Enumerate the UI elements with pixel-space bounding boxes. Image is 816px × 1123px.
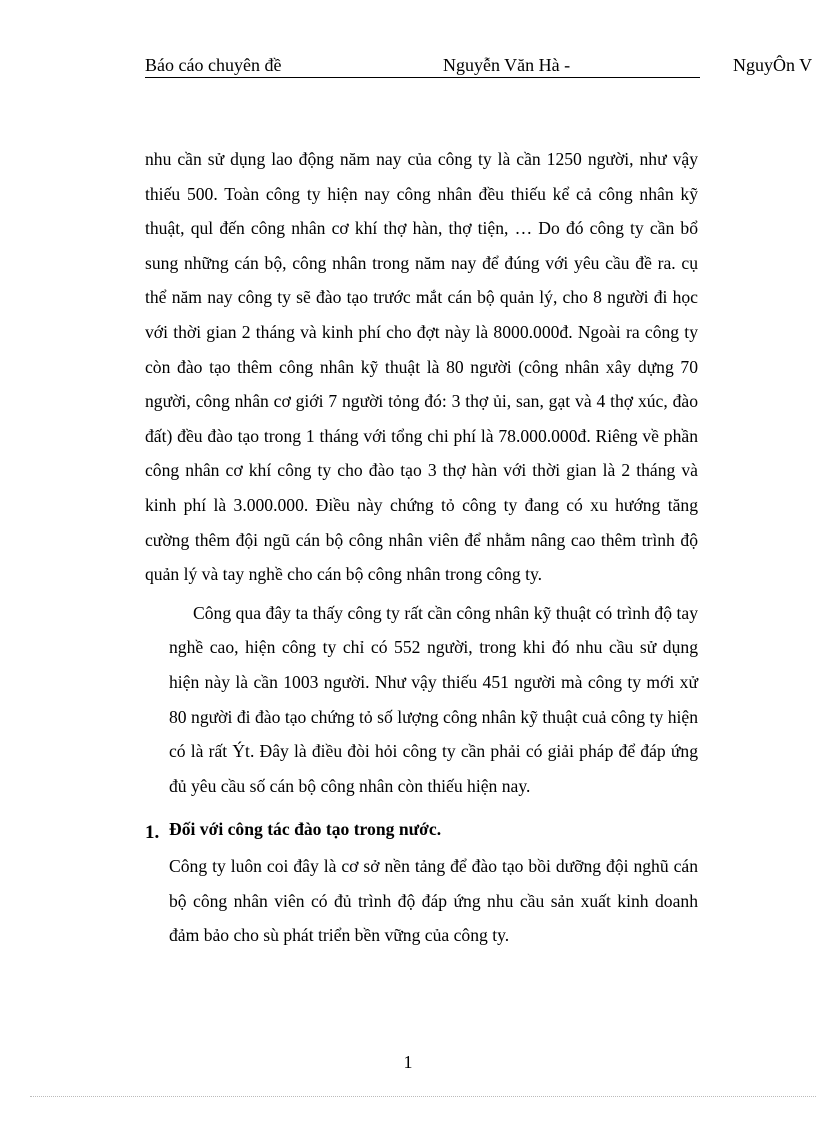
header-rule <box>145 77 700 78</box>
body-paragraph-2: Công qua đây ta thấy công ty rất cần công nhân kỹ thuật có trình độ tay nghề cao, hiện công ty chỉ có 552 người, trong khi đó nhu cầu sử dụng hiện này là cần 1003 người. Như vậy thiếu 451 người mà công ty mới xử 80 người đi đào tạo chứng tỏ số lượng công nhân kỹ thuật cuả công ty hiện có là rất Ýt. Đây là điều đòi hỏi công ty cần phải có giải pháp để đáp ứng đủ yêu cầu số cán bộ công nhân còn thiếu hiện nay. <box>169 602 698 796</box>
page-bottom-border <box>30 1096 816 1097</box>
section-heading-1 <box>145 809 698 849</box>
page-content <box>145 142 698 953</box>
page-number: 1 <box>403 1052 413 1072</box>
page-header <box>0 52 816 78</box>
section-title: Đối với công tác đào tạo trong nước. <box>169 819 442 840</box>
body-paragraph-1: nhu cần sử dụng lao động năm nay của công ty là cần 1250 người, như vậy thiếu 500. Toàn công ty hiện nay công nhân đều thiếu kể cả công nhân kỹ thuật, qul đến công nhân cơ khí thợ hàn, thợ tiện, … Do đó công ty cần bổ sung những cán bộ, công nhân trong năm nay để đúng với yêu cầu đề ra. cụ thể năm nay công ty sẽ đào tạo trước mắt cán bộ quản lý, cho 8 người đi học với thời gian 2 tháng và kinh phí cho đợt này là 8000.000đ. Ngoài ra công ty còn đào tạo thêm công nhân kỹ thuật là 80 người (công nhân xây dựng 70 người, công nhân cơ giới 7 người tỏng đó: 3 thợ ủi, san, gạt và 4 thợ xúc, đào đất) đều đào tạo trong 1 tháng với tổng chi phí là 78.000.000đ. Riêng về phần công nhân cơ khí công ty cho đào tạo 3 thợ hàn với thời gian là 2 tháng và kinh phí là 3.000.000. Điều này chứng tỏ công ty đang có xu hướng tăng cường thêm đội ngũ cán bộ công nhân viên để nhằm nâng cao thêm trình độ quản lý và tay nghề cho cán bộ công nhân trong công ty. <box>145 149 698 585</box>
header-author-garbled: NguyÔn V <box>733 55 813 75</box>
body-paragraph-3: Công ty luôn coi đây là cơ sở nền tảng để đào tạo bồi dưỡng đội nghũ cán bộ công nhân viên có đủ trình độ đáp ứng nhu cầu sản xuất kinh doanh đảm bảo cho sù phát triển bền vững của công ty. <box>169 856 698 946</box>
section-number: 1. <box>145 822 160 844</box>
header-author: Nguyễn Văn Hà - <box>443 55 571 75</box>
header-report-title: Báo cáo chuyên đề <box>145 55 282 75</box>
